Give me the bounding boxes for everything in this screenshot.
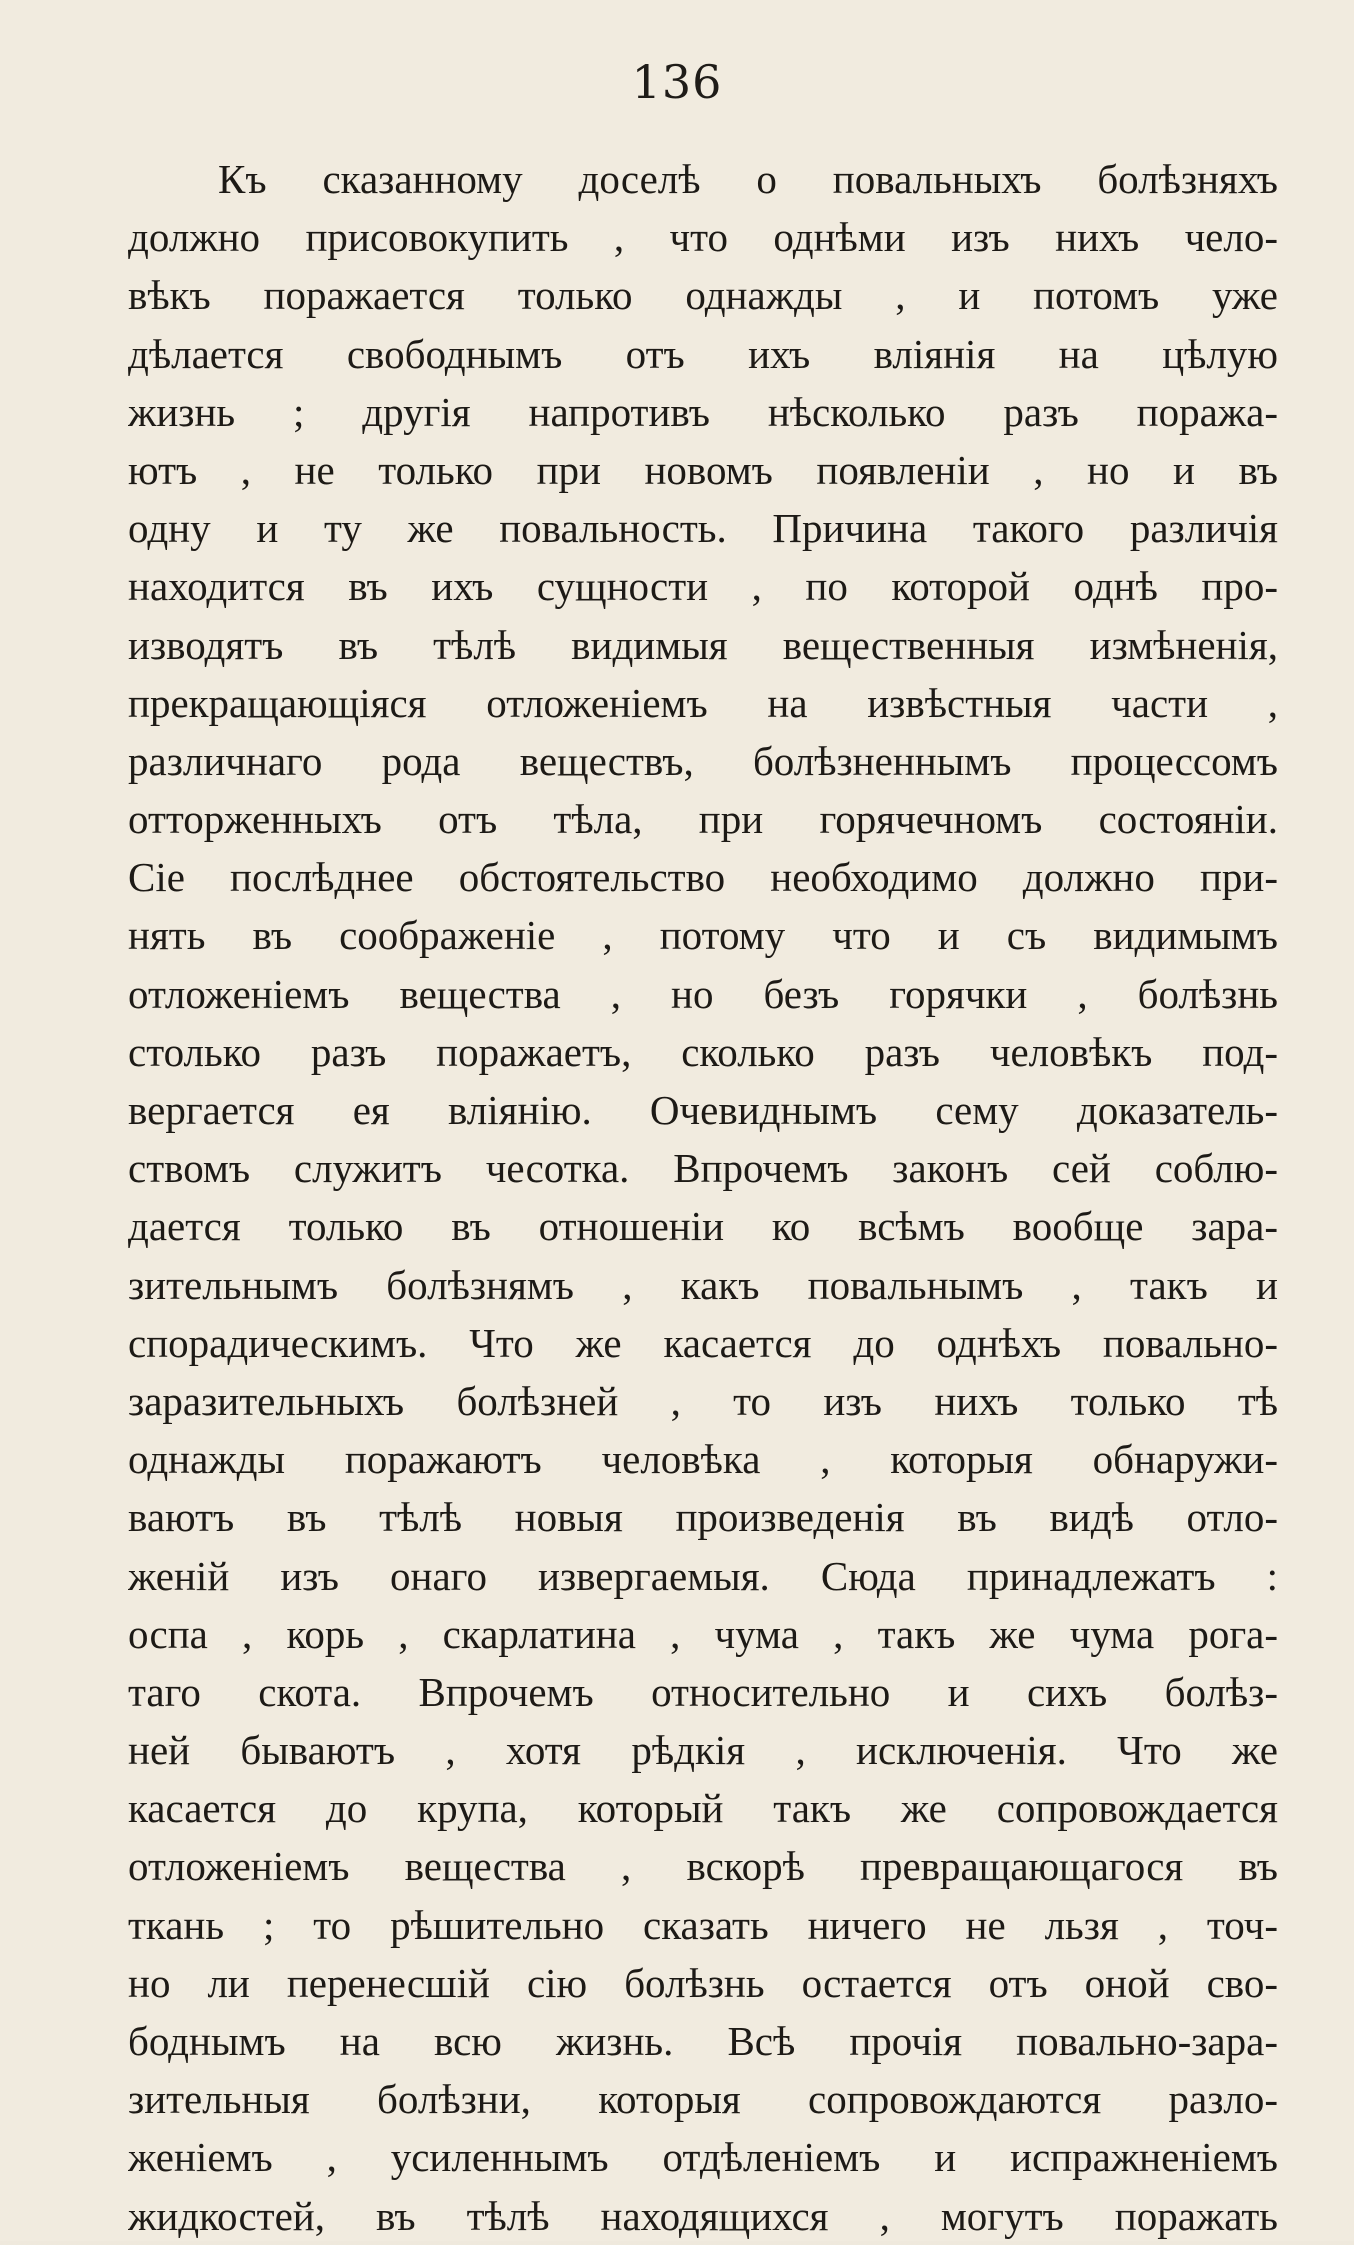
text-line: Сіе послѣднее обстоятельство необходимо должно при- (128, 854, 1278, 901)
text-line: вѣкъ поражается только однажды , и потомъ уже (128, 272, 1278, 319)
text-line: дается только въ отношеніи ко всѣмъ вообще зара- (128, 1203, 1278, 1250)
text-line: зительныя болѣзни, которыя сопровождаются разло- (128, 2076, 1278, 2123)
text-line: оспа , корь , скарлатина , чума , такъ же чума рога- (128, 1610, 1278, 1657)
text-line: ютъ , не только при новомъ появленіи , но и въ (128, 446, 1278, 493)
text-line: ваютъ въ тѣлѣ новыя произведенія въ видѣ отло- (128, 1494, 1278, 1541)
text-line: однажды поражаютъ человѣка , которыя обнаружи- (128, 1436, 1278, 1483)
text-line: находится въ ихъ сущности , по которой однѣ про- (128, 563, 1278, 610)
body-text (128, 150, 1278, 2245)
text-line: спорадическимъ. Что же касается до однѣхъ повально- (128, 1319, 1278, 1366)
text-line: Къ сказанному доселѣ о повальныхъ болѣзняхъ (218, 156, 1278, 202)
text-line: отложеніемъ вещества , но безъ горячки , болѣзнь (128, 970, 1278, 1017)
text-line: должно присовокупить , что однѣми изъ нихъ чело- (128, 214, 1278, 261)
text-line: таго скота. Впрочемъ относительно и сихъ болѣз- (128, 1668, 1278, 1715)
text-line: жидкостей, въ тѣлѣ находящихся , могутъ поражать (128, 2192, 1278, 2239)
text-line: ткань ; то рѣшительно сказать ничего не льзя , точ- (128, 1901, 1278, 1948)
text-line: боднымъ на всю жизнь. Всѣ прочія повально-зара- (128, 2018, 1278, 2064)
page-number: 136 (631, 55, 723, 109)
text-line: одну и ту же повальность. Причина такого различія (128, 505, 1278, 552)
text-line: нять въ соображеніе , потому что и съ видимымъ (128, 912, 1278, 959)
text-line: женій изъ онаго извергаемыя. Сюда принадлежатъ : (128, 1552, 1278, 1599)
text-line: столько разъ поражаетъ, сколько разъ человѣкъ под- (128, 1028, 1278, 1075)
text-line: но ли перенесшій сію болѣзнь остается отъ оной сво- (128, 1959, 1278, 2006)
text-line: отложеніемъ вещества , вскорѣ превращающагося въ (128, 1843, 1278, 1890)
text-line: отторженныхъ отъ тѣла, при горячечномъ состояніи. (128, 796, 1278, 843)
text-line: различнаго рода веществъ, болѣзненнымъ процессомъ (128, 737, 1278, 784)
text-line: изводятъ въ тѣлѣ видимыя вещественныя измѣненія, (128, 621, 1278, 668)
text-line: дѣлается свободнымъ отъ ихъ вліянія на цѣлую (128, 330, 1278, 377)
text-line: ней бываютъ , хотя рѣдкія , исключенія. Что же (128, 1727, 1278, 1774)
text-line: жизнь ; другія напротивъ нѣсколько разъ поража- (128, 388, 1278, 435)
text-line: женіемъ , усиленнымъ отдѣленіемъ и испражненіемъ (128, 2134, 1278, 2181)
text-line: прекращающіяся отложеніемъ на извѣстныя части , (128, 679, 1278, 726)
text-line: касается до крупа, который такъ же сопровождается (128, 1785, 1278, 1832)
text-line: зительнымъ болѣзнямъ , какъ повальнымъ , такъ и (128, 1261, 1278, 1308)
text-line: заразительныхъ болѣзней , то изъ нихъ только тѣ (128, 1377, 1278, 1424)
text-line: вергается ея вліянію. Очевиднымъ сему доказатель- (128, 1087, 1278, 1133)
text-line: ствомъ служитъ чесотка. Впрочемъ законъ сей соблю- (128, 1145, 1278, 1192)
